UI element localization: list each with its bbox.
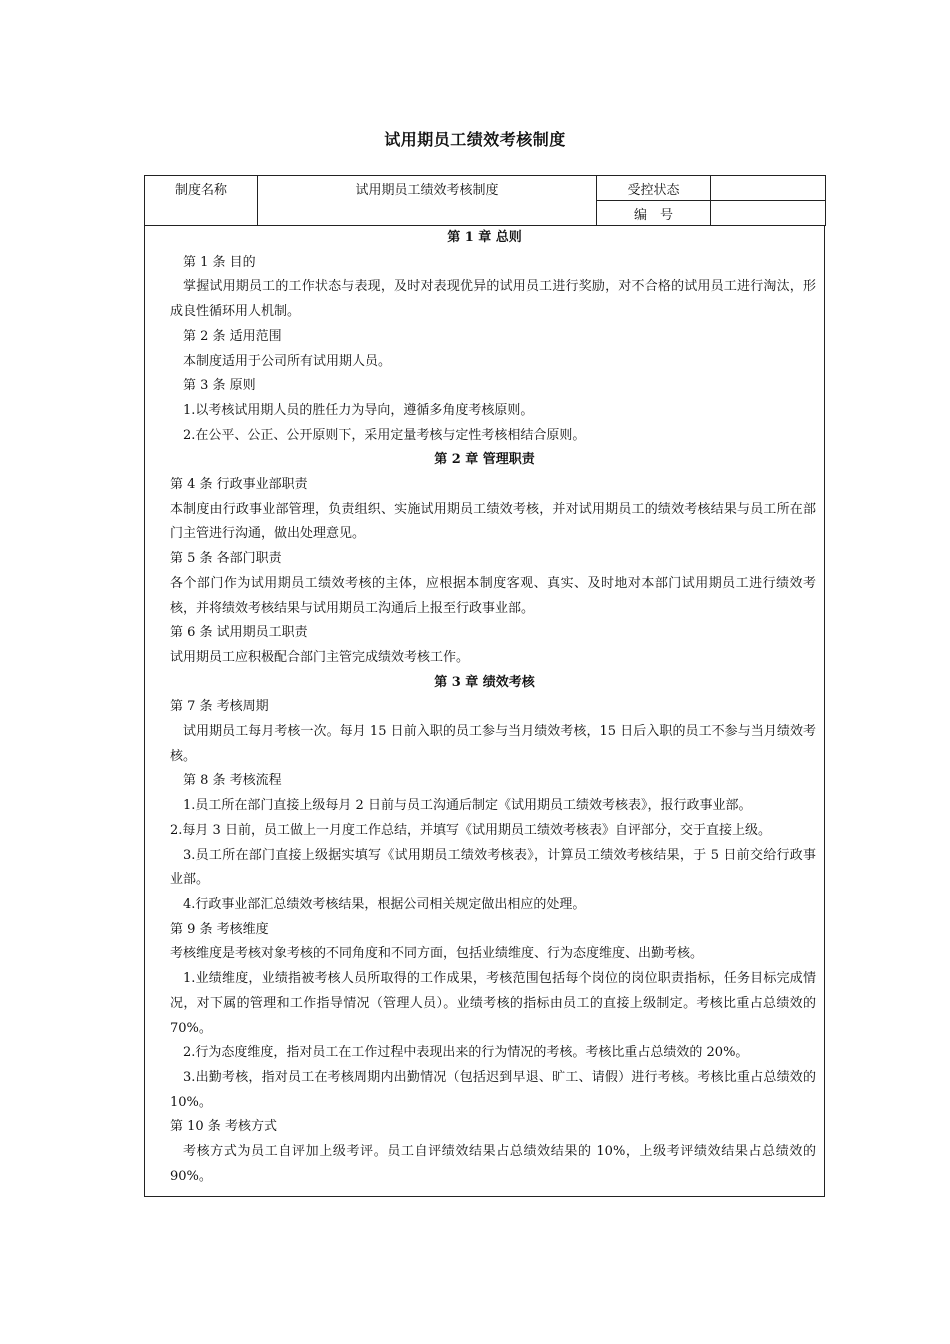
paragraph: 3.员工所在部门直接上级据实填写《试用期员工绩效考核表》，计算员工绩效考核结果，于 5 日前交给行政事业部。 (170, 847, 816, 888)
policy-name-value: 试用期员工绩效考核制度 (258, 176, 597, 226)
paragraph: 试用期员工应积极配合部门主管完成绩效考核工作。 (170, 649, 470, 665)
paragraph: 3.出勤考核，指对员工在考核周期内出勤情况（包括迟到早退、旷工、请假）进行考核。考核比重占总绩效的 10%。 (170, 1069, 816, 1110)
paragraph: 掌握试用期员工的工作状态与表现，及时对表现优异的试用员工进行奖励，对不合格的试用员工进行淘汰，形成良性循环用人机制。 (170, 279, 816, 320)
paragraph: 第 7 条 考核周期 (170, 699, 269, 715)
paragraph: 考核方式为员工自评加上级考评。员工自评绩效结果占总绩效结果的 10%，上级考评绩效结果占总绩效的 90%。 (170, 1144, 816, 1184)
paragraph: 2.每月 3 日前，员工做上一月度工作总结，并填写《试用期员工绩效考核表》自评部分，交于直接上级。 (170, 822, 771, 838)
number-value (711, 201, 826, 226)
paragraph: 1.业绩维度，业绩指被考核人员所取得的工作成果，考核范围包括每个岗位的岗位职责指标，任务目标完成情况，对下属的管理和工作指导情况（管理人员）。业绩考核的指标由员工的直接上级制定。考核比重占总绩效的 70%。 (170, 971, 816, 1036)
paragraph: 2.行为态度维度，指对员工在工作过程中表现出来的行为情况的考核。考核比重占总绩效的 20%。 (183, 1045, 749, 1061)
paragraph: 第 10 条 考核方式 (170, 1119, 277, 1135)
paragraph: 4.行政事业部汇总绩效考核结果，根据公司相关规定做出相应的处理。 (183, 896, 586, 912)
chapter-heading: 第 1 章 总则 (447, 230, 522, 245)
header-table (144, 175, 826, 226)
chapter-heading: 第 3 章 绩效考核 (434, 674, 535, 690)
chapter-heading: 第 2 章 管理职责 (434, 452, 535, 468)
number-label: 编 号 (597, 201, 711, 226)
paragraph: 第 1 条 目的 (183, 254, 256, 270)
paragraph: 第 5 条 各部门职责 (170, 551, 282, 567)
paragraph: 第 6 条 试用期员工职责 (170, 625, 308, 641)
paragraph: 试用期员工每月考核一次。每月 15 日前入职的员工参与当月绩效考核，15 日后入职的员工不参与当月绩效考核。 (170, 724, 816, 764)
document-title: 试用期员工绩效考核制度 (384, 130, 566, 149)
paragraph: 第 4 条 行政事业部职责 (170, 477, 308, 493)
paragraph: 2.在公平、公正、公开原则下，采用定量考核与定性考核相结合原则。 (183, 427, 586, 443)
paragraph: 第 3 条 原则 (183, 378, 256, 394)
control-status-value (711, 176, 826, 201)
paragraph: 本制度适用于公司所有试用期人员。 (183, 353, 392, 369)
paragraph: 第 8 条 考核流程 (183, 773, 282, 789)
paragraph: 第 9 条 考核维度 (170, 921, 269, 937)
paragraph: 本制度由行政事业部管理，负责组织、实施试用期员工绩效考核，并对试用期员工的绩效考核结果与员工所在部门主管进行沟通，做出处理意见。 (170, 501, 816, 542)
policy-name-label: 制度名称 (145, 176, 258, 226)
paragraph: 考核维度是考核对象考核的不同角度和不同方面，包括业绩维度、行为态度维度、出勤考核。 (170, 946, 704, 962)
paragraph: 第 2 条 适用范围 (183, 328, 282, 344)
policy-body (144, 226, 825, 1197)
paragraph: 各个部门作为试用期员工绩效考核的主体，应根据本制度客观、真实、及时地对本部门试用期员工进行绩效考核，并将绩效考核结果与试用期员工沟通后上报至行政事业部。 (170, 575, 816, 616)
paragraph: 1.员工所在部门直接上级每月 2 日前与员工沟通后制定《试用期员工绩效考核表》，报行政事业部。 (183, 798, 752, 814)
control-status-label: 受控状态 (597, 176, 711, 201)
paragraph: 1.以考核试用期人员的胜任力为导向，遵循多角度考核原则。 (183, 402, 534, 418)
